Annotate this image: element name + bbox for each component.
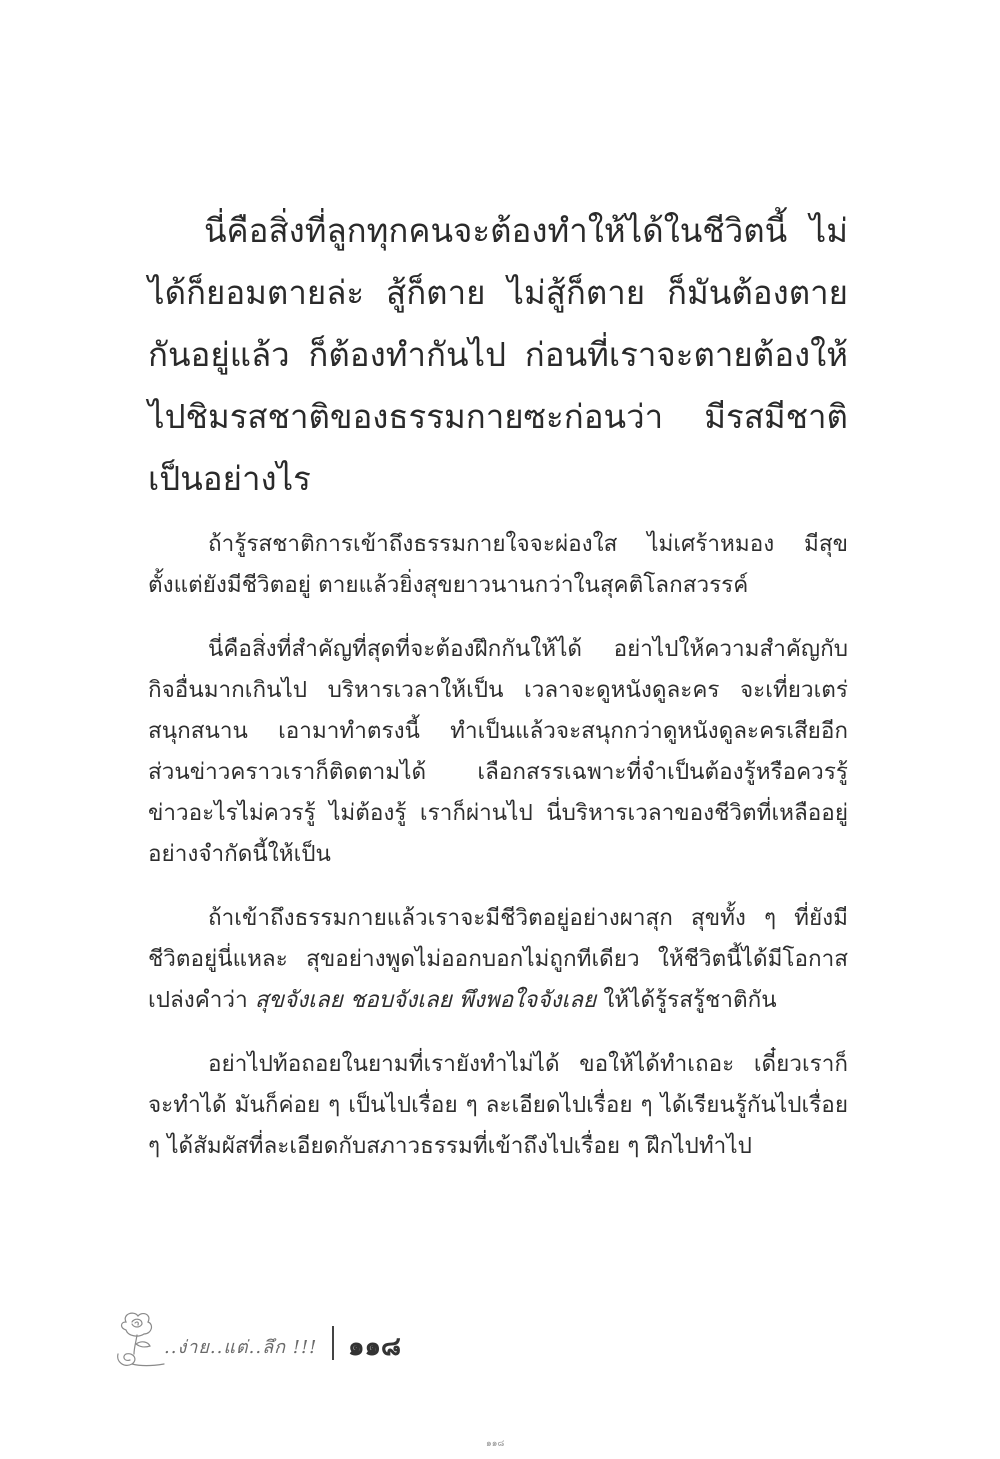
paragraph-3 <box>148 898 848 1021</box>
book-signature: ..ง่าย..แต่..ลึก !!! <box>164 1337 318 1358</box>
page-content <box>148 200 848 1190</box>
paragraph-4: อย่าไปท้อถอยในยามที่เรายังทำไม่ได้ ขอให้ได้ทำเถอะ เดี๋ยวเราก็จะทำได้ มันก็ค่อย ๆ เป็นไปเรื่อย ๆ ละเอียดไปเรื่อย ๆ ได้เรียนรู้กันไปเรื่อย ๆ ได้สัมผัสที่ละเอียดกับสภาวธรรมที่เข้าถึงไปเรื่อย ๆ ฝึกไปทำไป <box>148 1051 848 1159</box>
paragraph-3-text-start: ถ้าเข้าถึงธรรมกายแล้วเราจะมีชีวิตอยู่อย่างผาสุก สุขทั้ง ๆ ที่ยังมีชีวิตอยู่นี่แหละ สุขอย่างพูดไม่ออกบอกไม่ถูกทีเดียว ให้ชีวิตนี้ได้มีโอกาสเปล่งคำว่า <box>148 905 848 1013</box>
paragraph-2: นี่คือสิ่งที่สำคัญที่สุดที่จะต้องฝึกกันให้ได้ อย่าไปให้ความสำคัญกับกิจอื่นมากเกินไป บริหารเวลาให้เป็น เวลาจะดูหนังดูละคร จะเที่ยวเตร่สนุกสนาน เอามาทำตรงนี้ ทำเป็นแล้วจะสนุกกว่าดูหนังดูละครเสียอีก ส่วนข่าวคราวเราก็ติดตามได้ เลือกสรรเฉพาะที่จำเป็นต้องรู้หรือควรรู้ ข่าวอะไรไม่ควรรู้ ไม่ต้องรู้ เราก็ผ่านไป นี่บริหารเวลาของชีวิตที่เหลืออยู่อย่างจำกัดนี้ให้เป็น <box>148 636 848 867</box>
page-footer <box>112 1310 512 1370</box>
page-number: ๑๑๘ <box>348 1332 402 1362</box>
rose-icon <box>112 1310 172 1372</box>
paragraph-3-text-end: ให้ได้รู้รสรู้ชาติกัน <box>596 987 777 1013</box>
bottom-page-mark: ๑๑๘ <box>486 1439 505 1449</box>
paragraph-3-italic-phrase: สุขจังเลย ชอบจังเลย พึงพอใจจังเลย <box>254 987 597 1013</box>
paragraph-1: ถ้ารู้รสชาติการเข้าถึงธรรมกายใจจะผ่องใส ไม่เศร้าหมอง มีสุขตั้งแต่ยังมีชีวิตอยู่ ตายแล้วยิ่งสุขยาวนานกว่าในสุคติโลกสวรรค์ <box>148 531 848 598</box>
lead-paragraph: นี่คือสิ่งที่ลูกทุกคนจะต้องทำให้ได้ในชีวิตนี้ ไม่ได้ก็ยอมตายล่ะ สู้ก็ตาย ไม่สู้ก็ตาย ก็มันต้องตายกันอยู่แล้ว ก็ต้องทำกันไป ก่อนที่เราจะตายต้องให้ไปชิมรสชาติของธรรมกายซะก่อนว่า มีรสมีชาติเป็นอย่างไร <box>148 211 848 498</box>
footer-divider <box>332 1326 334 1360</box>
